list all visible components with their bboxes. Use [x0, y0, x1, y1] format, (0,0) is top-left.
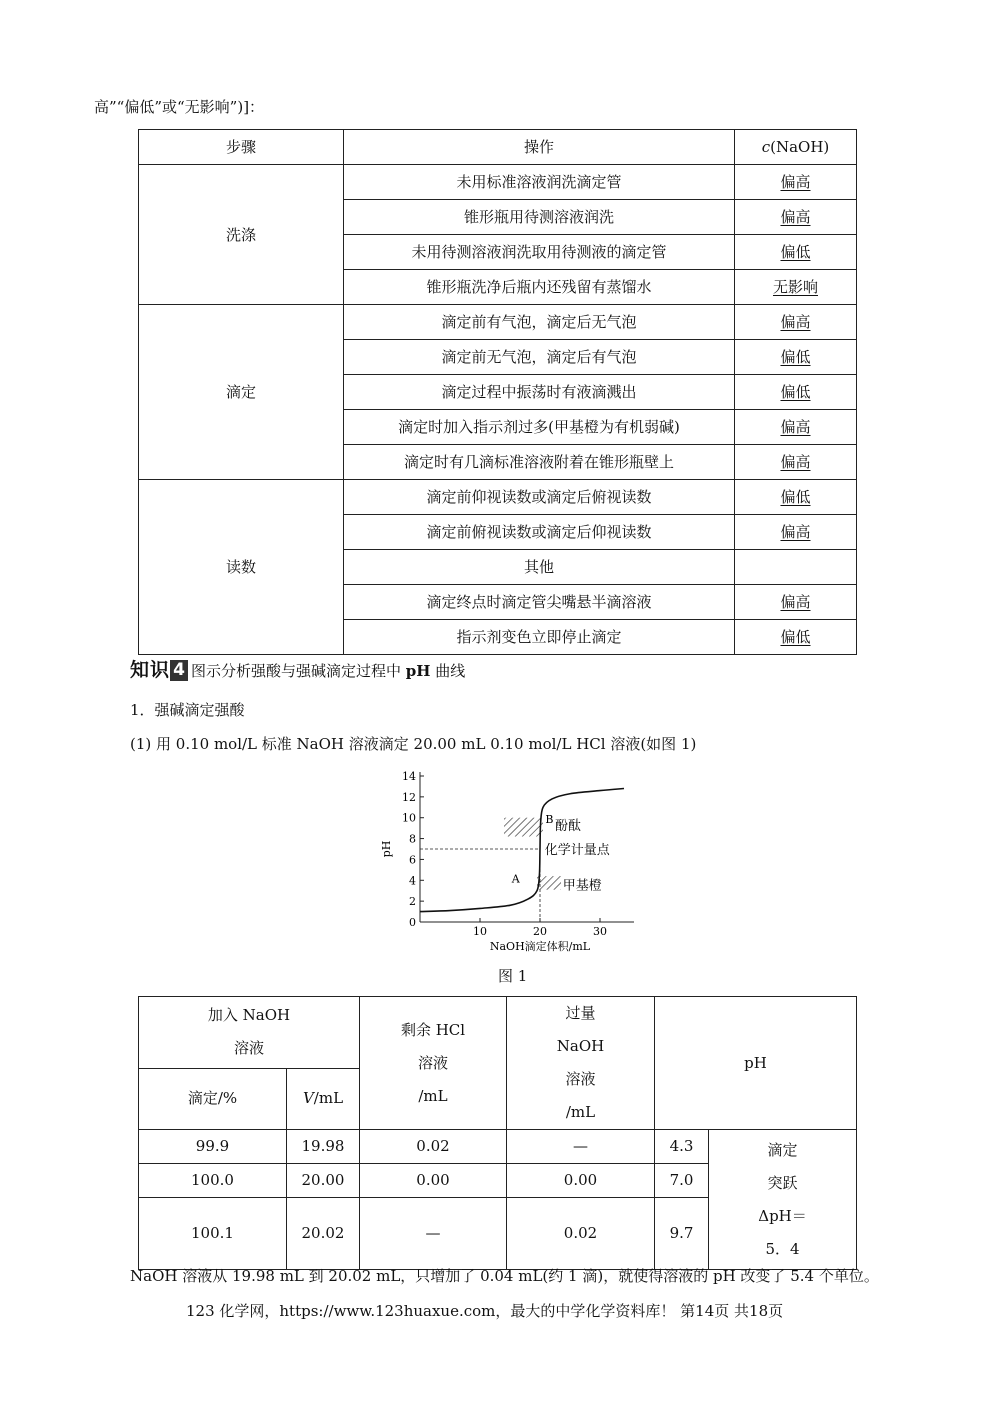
y-tick-label: 10	[402, 811, 416, 825]
operation-cell: 滴定前有气泡，滴定后无气泡	[344, 305, 735, 340]
heading-1: 1．强碱滴定强酸	[130, 701, 245, 719]
result-value: 偏高	[780, 418, 811, 436]
operation-cell: 滴定时有几滴标准溶液附着在锥形瓶壁上	[344, 445, 735, 480]
y-tick-label: 14	[402, 770, 416, 783]
result-cell	[735, 305, 857, 340]
result-value: 偏高	[780, 313, 811, 331]
result-value: 偏低	[780, 488, 811, 506]
result-cell	[735, 340, 857, 375]
operation-cell: 滴定终点时滴定管尖嘴悬半滴溶液	[344, 585, 735, 620]
operation-cell: 其他	[344, 550, 735, 585]
operation-cell: 未用标准溶液润洗滴定管	[344, 165, 735, 200]
point-a-label: A	[511, 872, 520, 886]
table-row	[139, 480, 857, 515]
figure-caption: 图 1	[498, 967, 528, 985]
result-cell	[735, 480, 857, 515]
table-row	[139, 165, 857, 200]
section-title-pre: 图示分析强酸与强碱滴定过程中	[191, 662, 406, 680]
header-operation: 操作	[344, 130, 735, 165]
operation-cell: 锥形瓶用待测溶液润洗	[344, 200, 735, 235]
ph-jump-cell: 滴定 突跃 ΔpH＝ 5．4	[709, 1130, 857, 1270]
operation-cell: 未用待测溶液润洗取用待测液的滴定管	[344, 235, 735, 270]
table-row: 100.1 20.02 — 0.02 9.7	[139, 1198, 857, 1270]
result-cell	[735, 550, 857, 585]
ph-titration-chart	[370, 762, 650, 958]
result-cell	[735, 445, 857, 480]
header-concentration: c(NaOH)	[735, 130, 857, 165]
operation-cell: 滴定前仰视读数或滴定后俯视读数	[344, 480, 735, 515]
y-axis-label: pH	[380, 840, 393, 858]
result-value: 偏低	[780, 348, 811, 366]
header-volume: V/mL	[287, 1068, 360, 1129]
section-heading	[130, 655, 465, 682]
operation-cell: 锥形瓶洗净后瓶内还残留有蒸馏水	[344, 270, 735, 305]
table-row	[139, 305, 857, 340]
intro-line: 高”“偏低”或“无影响”)]：	[94, 98, 265, 116]
result-value: 偏低	[780, 243, 811, 261]
section-title-post: 曲线	[430, 662, 466, 680]
result-value: 偏高	[780, 173, 811, 191]
page-footer: 123 化学网，https://www.123huaxue.com，最大的中学化学资料库！ 第14页 共18页	[186, 1302, 784, 1320]
x-tick-label: 20	[533, 925, 547, 938]
y-tick-label: 2	[409, 895, 416, 909]
x-tick-label: 10	[473, 925, 487, 938]
equivalence-point-label: 化学计量点	[544, 843, 610, 859]
operation-cell: 滴定前无气泡，滴定后有气泡	[344, 340, 735, 375]
header-ph: pH	[655, 997, 857, 1130]
summary-text: NaOH 溶液从 19.98 mL 到 20.02 mL，只增加了 0.04 mL(约 1 滴)，就使得溶液的 pH 改变了 5.4 个单位。	[130, 1267, 879, 1285]
section-title-bold: pH	[405, 662, 431, 680]
result-cell	[735, 165, 857, 200]
header-excess-naoh: 过量 NaOH 溶液 /mL	[507, 997, 655, 1130]
y-tick-label: 0	[409, 916, 416, 929]
item-1: (1) 用 0.10 mol/L 标准 NaOH 溶液滴定 20.00 mL 0.10 mol/L HCl 溶液(如图 1)	[130, 735, 697, 753]
y-tick-label: 6	[409, 853, 416, 867]
operation-cell: 滴定时加入指示剂过多(甲基橙为有机弱碱)	[344, 410, 735, 445]
table-row: 100.0 20.00 0.00 0.00 7.0	[139, 1164, 857, 1198]
section-badge-number: 4	[170, 660, 188, 681]
methyl-orange-range	[537, 876, 561, 890]
phenolphthalein-label: 酚酞	[555, 819, 582, 835]
table-header-row	[139, 130, 857, 165]
step-cell: 滴定	[139, 305, 344, 480]
result-cell	[735, 375, 857, 410]
result-cell	[735, 515, 857, 550]
table-row: 99.9 19.98 0.02 — 4.3 滴定 突跃 ΔpH＝ 5．4	[139, 1130, 857, 1164]
result-value: 偏高	[780, 523, 811, 541]
y-tick-label: 4	[409, 874, 416, 888]
x-axis-label: NaOH滴定体积/mL	[489, 940, 591, 953]
methyl-orange-label: 甲基橙	[562, 878, 602, 894]
result-value: 偏低	[780, 383, 811, 401]
operation-cell: 滴定前俯视读数或滴定后仰视读数	[344, 515, 735, 550]
y-tick-label: 8	[409, 832, 416, 846]
result-value: 偏低	[780, 628, 811, 646]
result-cell	[735, 270, 857, 305]
x-tick-label: 30	[593, 925, 607, 938]
step-cell: 读数	[139, 480, 344, 655]
header-percent: 滴定/%	[139, 1068, 287, 1129]
point-b-label: B	[545, 812, 554, 826]
result-value: 无影响	[772, 278, 818, 296]
error-analysis-table	[138, 129, 857, 655]
result-cell	[735, 620, 857, 655]
operation-cell: 滴定过程中振荡时有液滴溅出	[344, 375, 735, 410]
result-value: 偏高	[780, 453, 811, 471]
header-step: 步骤	[139, 130, 344, 165]
phenolphthalein-range	[504, 818, 543, 837]
step-cell: 洗涤	[139, 165, 344, 305]
y-tick-label: 12	[402, 790, 416, 804]
result-cell	[735, 585, 857, 620]
result-value: 偏高	[780, 593, 811, 611]
titration-data-table	[138, 996, 857, 1270]
section-badge-text: 知识	[130, 659, 171, 681]
result-cell	[735, 200, 857, 235]
operation-cell: 指示剂变色立即停止滴定	[344, 620, 735, 655]
result-value: 偏高	[780, 208, 811, 226]
header-added-naoh: 加入 NaOH 溶液	[139, 997, 360, 1069]
result-cell	[735, 410, 857, 445]
result-cell	[735, 235, 857, 270]
header-remaining-hcl: 剩余 HCl 溶液 /mL	[360, 997, 507, 1130]
